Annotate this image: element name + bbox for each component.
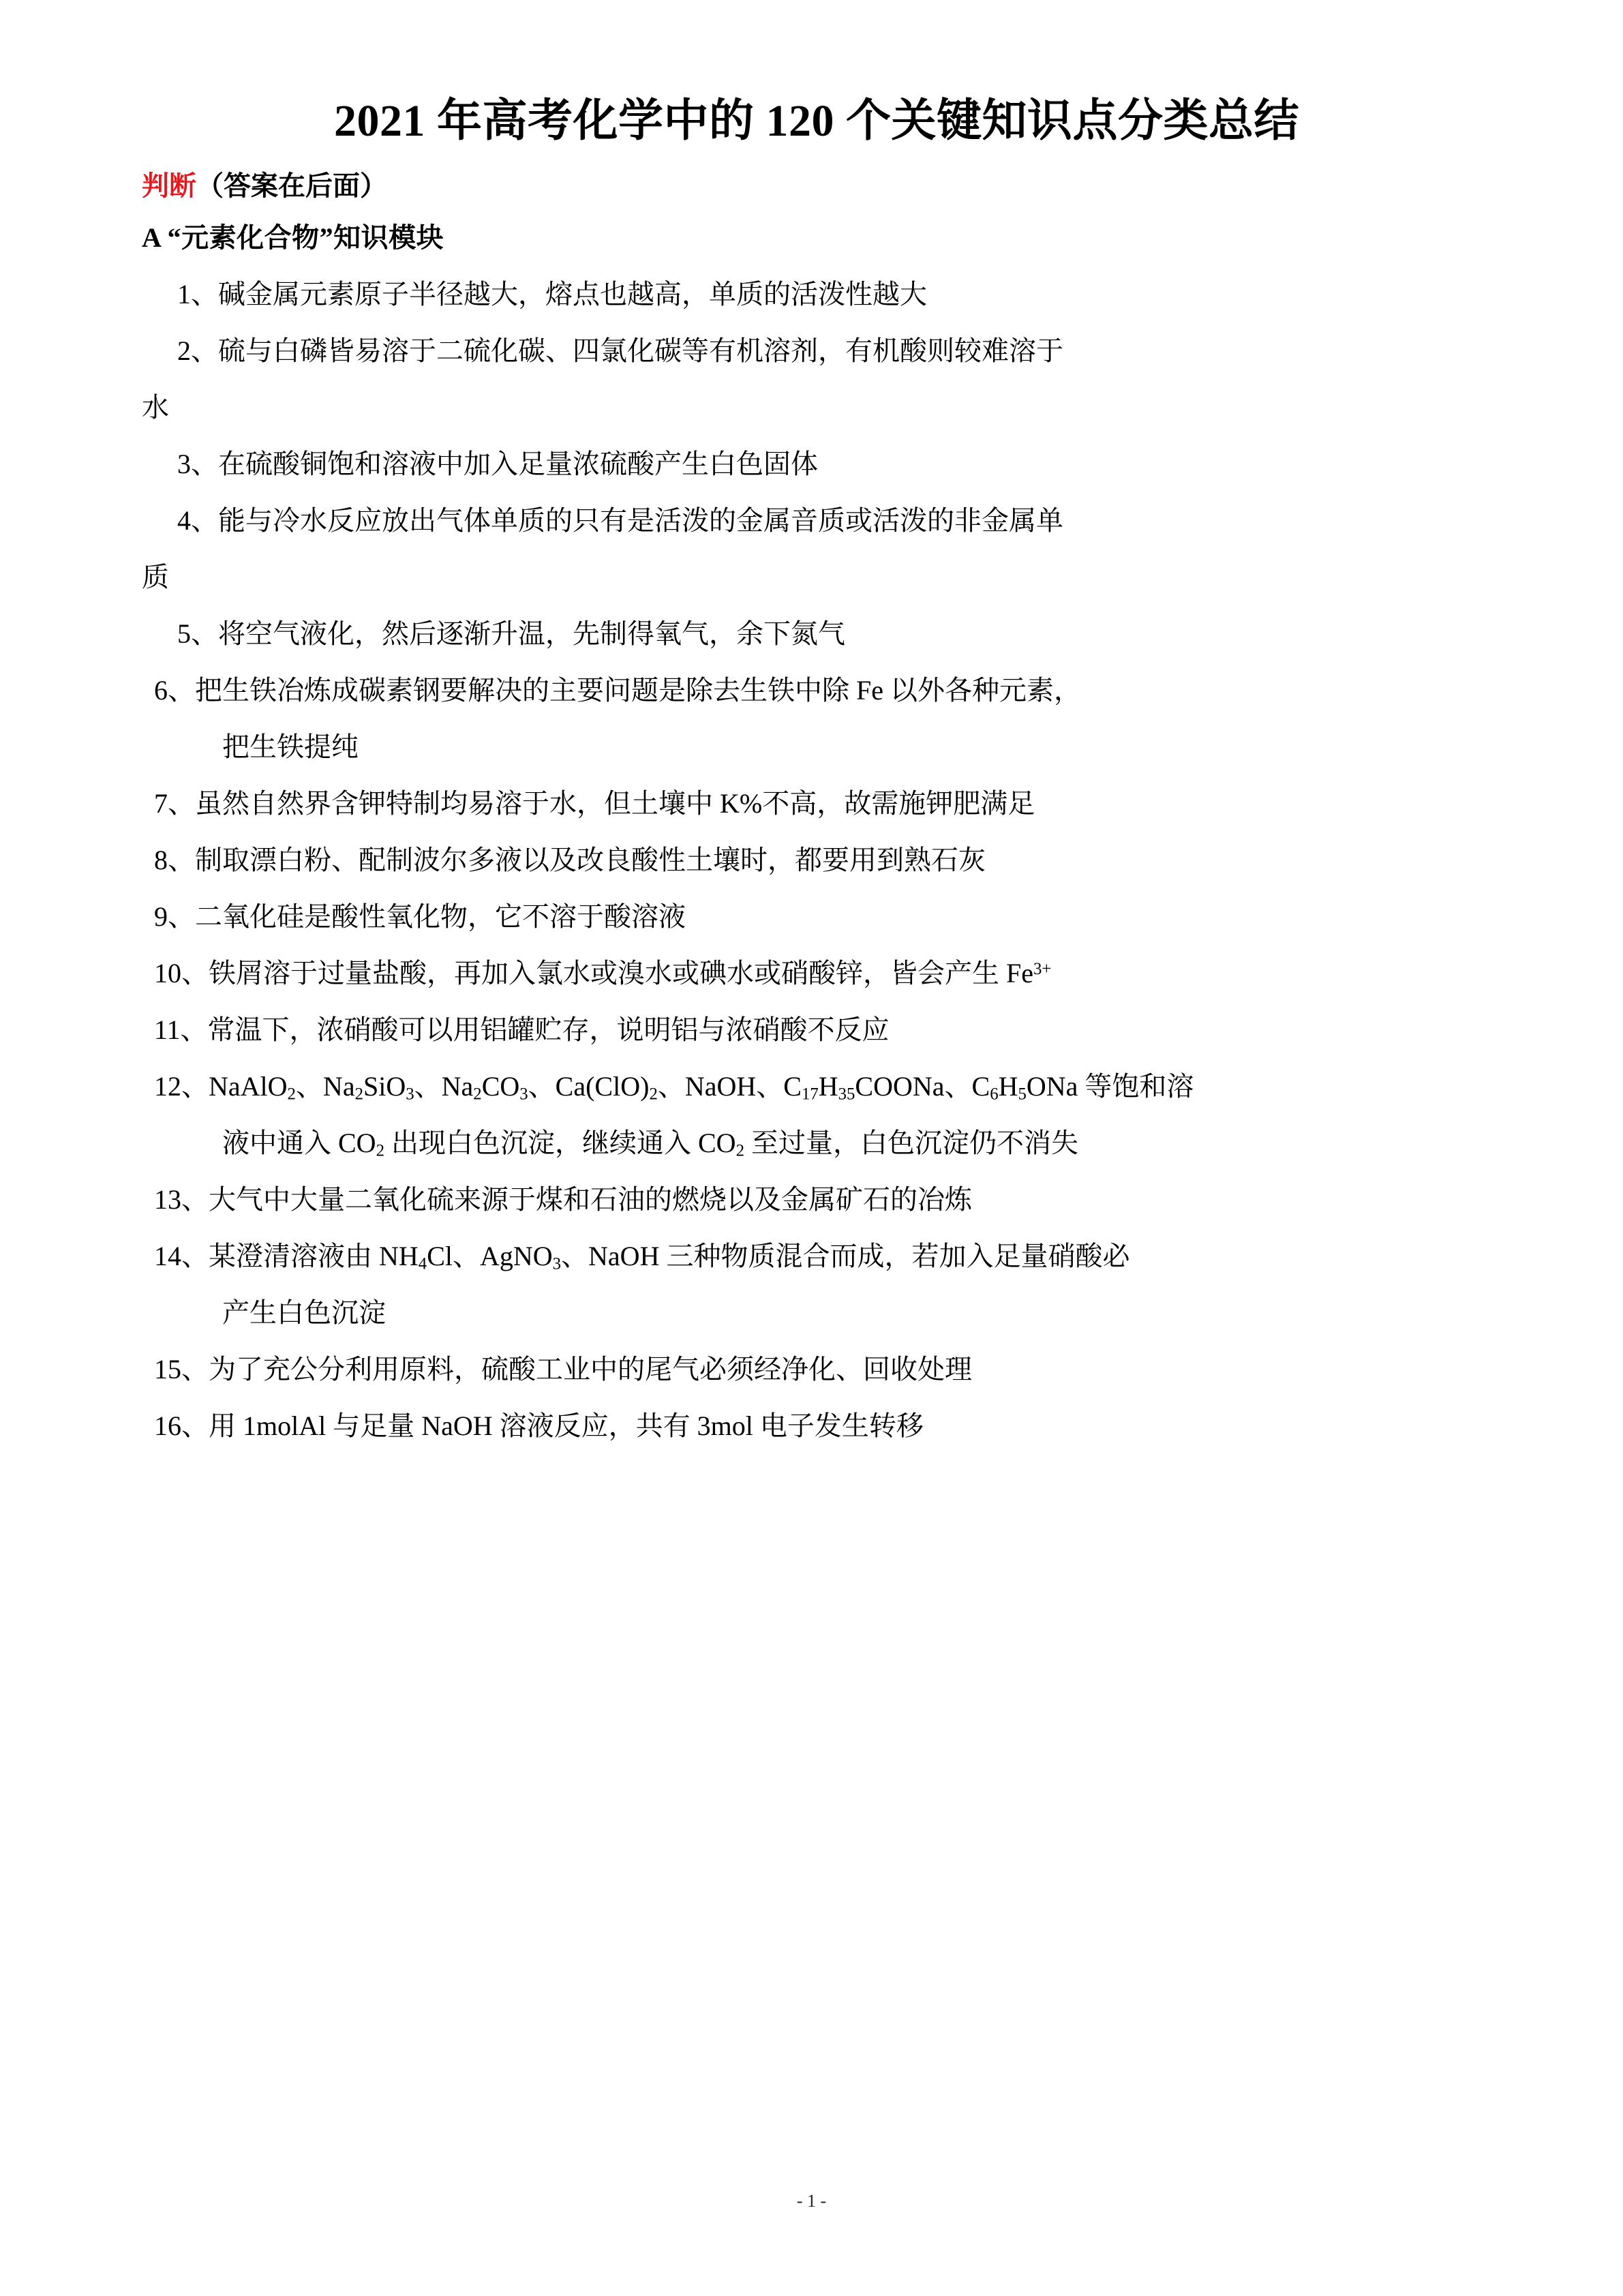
list-item bbox=[142, 761, 1491, 817]
item-4-line-1: 4、能与冷水反应放出气体单质的只有是活泼的金属音质或活泼的非金属单 bbox=[177, 505, 1063, 537]
item-15-line-1: 15、为了充公分利用原料，硫酸工业中的尾气必须经净化、回收处理 bbox=[154, 1354, 972, 1385]
item-2-line-1: 2、硫与白磷皆易溶于二硫化碳、四氯化碳等有机溶剂，有机酸则较难溶于 bbox=[177, 335, 1063, 367]
item-9-line-1: 9、二氧化硅是酸性氧化物，它不溶于酸溶液 bbox=[154, 901, 686, 933]
list-item bbox=[142, 1213, 1491, 1327]
item-14-line-1: 14、某澄清溶液由 $NH_4Cl$、AgNO$_3$、NaOH 三种物质混合而成，若加入足量硝酸必 bbox=[154, 1241, 1130, 1273]
item-6-line-2: 把生铁提纯 bbox=[222, 731, 359, 763]
item-11-line-1: 11、常温下，浓硝酸可以用铝罐贮存，说明铝与浓硝酸不反应 bbox=[154, 1014, 890, 1046]
page-title: 2021 年高考化学中的 120 个关键知识点分类总结 bbox=[334, 96, 1299, 146]
item-13-line-1: 13、大气中大量二氧化硫来源于煤和石油的燃烧以及金属矿石的冶炼 bbox=[154, 1184, 972, 1215]
list-item bbox=[142, 931, 1491, 987]
item-16-line-1: 16、用 1molAl 与足量 NaOH 溶液反应，共有 3mol 电子发生转移 bbox=[154, 1410, 924, 1442]
item-5-line-1: 5、将空气液化，然后逐渐升温，先制得氧气，余下氮气 bbox=[177, 618, 845, 650]
list-item bbox=[142, 648, 1491, 761]
item-2-line-2: 水 bbox=[142, 392, 169, 423]
list-item bbox=[142, 478, 1491, 591]
item-12-line-1: 12、NaAlO$_2$、$Na_2SiO_3$、$Na_2CO_3$、$Ca(ClO)_2$、NaOH、$C_{17}H_{35}COONa$、$C_6H_5ONa$ 等饱和溶 bbox=[154, 1071, 1194, 1104]
list-item bbox=[142, 591, 1491, 648]
list-item bbox=[142, 817, 1491, 874]
list-item bbox=[142, 421, 1491, 478]
page-content bbox=[142, 0, 1491, 1440]
list-item bbox=[142, 1383, 1491, 1440]
list-item bbox=[142, 308, 1491, 421]
item-3-line-1: 3、在硫酸铜饱和溶液中加入足量浓硫酸产生白色固体 bbox=[177, 449, 818, 480]
item-7-line-1: 7、虽然自然界含钾特制均易溶于水，但土壤中 K%不高，故需施钾肥满足 bbox=[154, 788, 1035, 819]
item-12-line-2: 液中通入 $CO_2$ 出现白色沉淀，继续通入 $CO_2$ 至过量，白色沉淀仍不消失 bbox=[222, 1128, 1078, 1160]
list-item bbox=[142, 987, 1491, 1044]
item-4-line-2: 质 bbox=[142, 562, 169, 593]
judge-heading bbox=[142, 148, 1491, 200]
list-item bbox=[142, 1327, 1491, 1383]
module-heading: A “元素化合物”知识模块 bbox=[142, 222, 444, 254]
list-item bbox=[142, 874, 1491, 931]
list-item bbox=[142, 252, 1491, 308]
judge-keyword: 判断 bbox=[142, 170, 196, 202]
item-14-line-2: 产生白色沉淀 bbox=[222, 1297, 386, 1329]
page-number: - 1 - bbox=[796, 2191, 827, 2211]
list-item bbox=[142, 1044, 1491, 1160]
knowledge-point-list bbox=[142, 252, 1491, 1440]
item-1-line-1: 1、碱金属元素原子半径越大，熔点也越高，单质的活泼性越大 bbox=[177, 279, 927, 310]
list-item bbox=[142, 1157, 1491, 1213]
item-8-line-1: 8、制取漂白粉、配制波尔多液以及改良酸性土壤时，都要用到熟石灰 bbox=[154, 845, 986, 876]
item-6-line-1: 6、把生铁冶炼成碳素钢要解决的主要问题是除去生铁中除 Fe 以外各种元素， bbox=[154, 675, 1081, 706]
judge-note: （答案在后面） bbox=[196, 170, 387, 202]
item-10-line-1: 10、铁屑溶于过量盐酸，再加入氯水或溴水或碘水或硝酸锌，皆会产生 $Fe^{3+}$ bbox=[154, 958, 1052, 989]
